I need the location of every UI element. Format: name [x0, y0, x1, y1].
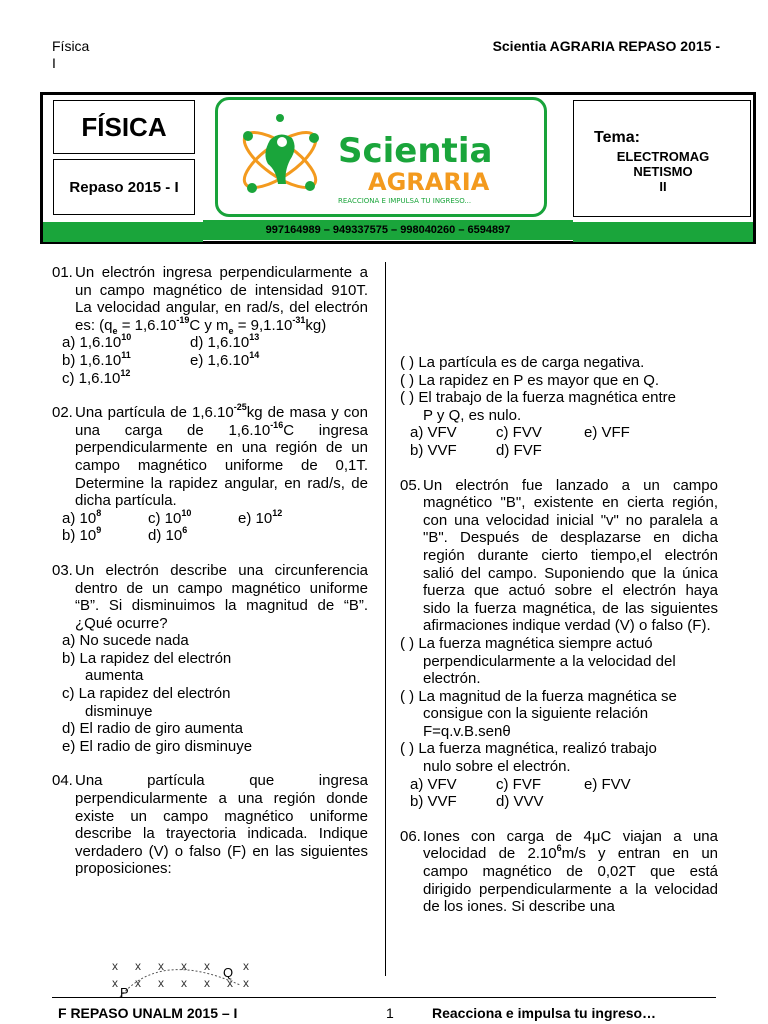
- title-banner: [40, 92, 756, 244]
- header-title: Scientia AGRARIA REPASO 2015 -: [492, 38, 720, 54]
- svg-text:x: x: [135, 976, 141, 990]
- phone-numbers: 997164989 – 949337575 – 998040260 – 6594897: [203, 220, 573, 240]
- banner-green-strip-left: [43, 222, 203, 242]
- atom-logo-icon: [218, 100, 544, 214]
- svg-text:x: x: [181, 959, 187, 973]
- svg-text:x: x: [112, 959, 118, 973]
- edition-box: Repaso 2015 - I: [53, 159, 195, 215]
- footer-course: F REPASO UNALM 2015 – I: [58, 1005, 238, 1021]
- column-divider: [385, 262, 386, 976]
- q04-options: a) VFV c) FVV e) VFF b) VVF d) FVF: [410, 424, 630, 459]
- q05-options: a) VFV c) FVF e) FVV b) VVF d) VVV: [410, 775, 631, 811]
- logo-sub: AGRARIA: [368, 168, 490, 196]
- question-05: 05. Un electrón fue lanzado a un campo magnético "B", existente en cierta región, con una velocidad inicial "v" no paralela a "B". Después de desplazarse en dicha región durante cierto tiempo,el electrón salió del campo. Suponiendo que la única fuerza que actuó sobre el electrón haya sido la fuerza magnética, de las siguientes afirmaciones indique verdad (V) o falso (F).: [400, 476, 718, 635]
- point-q-label: Q: [223, 965, 234, 980]
- subject-box: FÍSICA: [53, 100, 195, 154]
- point-p-label: P: [120, 985, 129, 997]
- question-02: 02. Una partícula de $1,6.10^{-25}kg$ de masa y con una carga de $1,6.10^{-16}C$ ingresa perpendicularmente en una región de un campo magnético uniforme de 0,1T. Determine la rapidez angular, en rad/s, de dicha partícula.: [52, 402, 368, 510]
- topic-box: [573, 100, 751, 217]
- svg-text:x: x: [204, 976, 210, 990]
- svg-text:x: x: [135, 959, 141, 973]
- q03-options: a) No sucede nada b) La rapidez del electrón aumenta c) La rapidez del electrón disminuye d) El radio de giro aumenta e) El radio de giro disminuye: [62, 632, 253, 755]
- q05-propositions: ( ) La fuerza magnética siempre actuó perpendicularmente a la velocidad del electrón. ( ) La magnitud de la fuerza magnética se consigue con la siguiente relación F=q.v.B.senθ ( ) La fuerza magnética, realizó trabajo nulo sobre el electrón.: [400, 634, 677, 776]
- topic-label: Tema:: [594, 129, 640, 146]
- q02-options: a) $10^8$ c) $10^{10}$ e) $10^{12}$ b) $10^9$ d) $10^6$: [62, 507, 283, 545]
- svg-text:x: x: [243, 976, 249, 990]
- logo-name: Scientia: [338, 131, 493, 171]
- scientia-logo: [215, 97, 551, 221]
- question-04: 04. Una partícula que ingresa perpendicularmente a una región donde existe un campo magnético uniforme describe la trayectoria indicada. Indique verdadero (V) o falso (F) en las siguientes proposiciones:: [52, 772, 368, 878]
- logo-tagline: REACCIONA E IMPULSA TU INGRESO...: [338, 197, 472, 205]
- question-03: 03. Un electrón describe una circunferencia dentro de un campo magnético uniforme “B”. Si disminuimos la magnitud de “B”. ¿Qué ocurre?: [52, 561, 368, 632]
- q01-options: a) 1,6.10$^{10}$ d) 1,6.10$^{13}$ b) 1,6.10$^{11}$ e) 1,6.10$^{14}$ c) 1,6.10$^{12}$: [62, 332, 260, 387]
- page-number: 1: [386, 1005, 394, 1021]
- svg-text:x: x: [227, 976, 233, 990]
- question-01: 01. Un electrón ingresa perpendicularmente a un campo magnético de intensidad 910T. La velocidad angular, en rad/s, del electrón es: ($q_e = 1,6.10^{-19}C$ y $m_e = 9,1.10^{-31}kg$): [52, 264, 368, 336]
- q04-propositions: ( ) La partícula es de carga negativa. ( ) La rapidez en P es mayor que en Q. ( ) El trabajo de la fuerza magnética entre P y Q, es nulo.: [400, 354, 676, 424]
- header-subject: Física I: [52, 38, 90, 71]
- right-column: [400, 354, 718, 916]
- svg-text:x: x: [181, 976, 187, 990]
- banner-green-strip-right: [573, 222, 753, 242]
- magnetic-field-figure: [100, 955, 270, 997]
- left-column: [52, 264, 368, 878]
- logo-frame: [215, 97, 547, 217]
- footer-rule: [52, 997, 716, 998]
- svg-text:x: x: [158, 959, 164, 973]
- footer-slogan: Reacciona e impulsa tu ingreso…: [432, 1005, 657, 1021]
- topic-text: ELECTROMAG NETISMO II: [616, 149, 710, 194]
- svg-text:x: x: [243, 959, 249, 973]
- svg-text:x: x: [204, 959, 210, 973]
- svg-text:x: x: [112, 976, 118, 990]
- svg-text:x: x: [158, 976, 164, 990]
- question-06: 06. Iones con carga de 4μC viajan a una velocidad de 2.10$^6$m/s y entran en un campo magnético de 0,02T que está dirigido perpendicularmente a la velocidad de los iones. Si describe una: [400, 827, 719, 916]
